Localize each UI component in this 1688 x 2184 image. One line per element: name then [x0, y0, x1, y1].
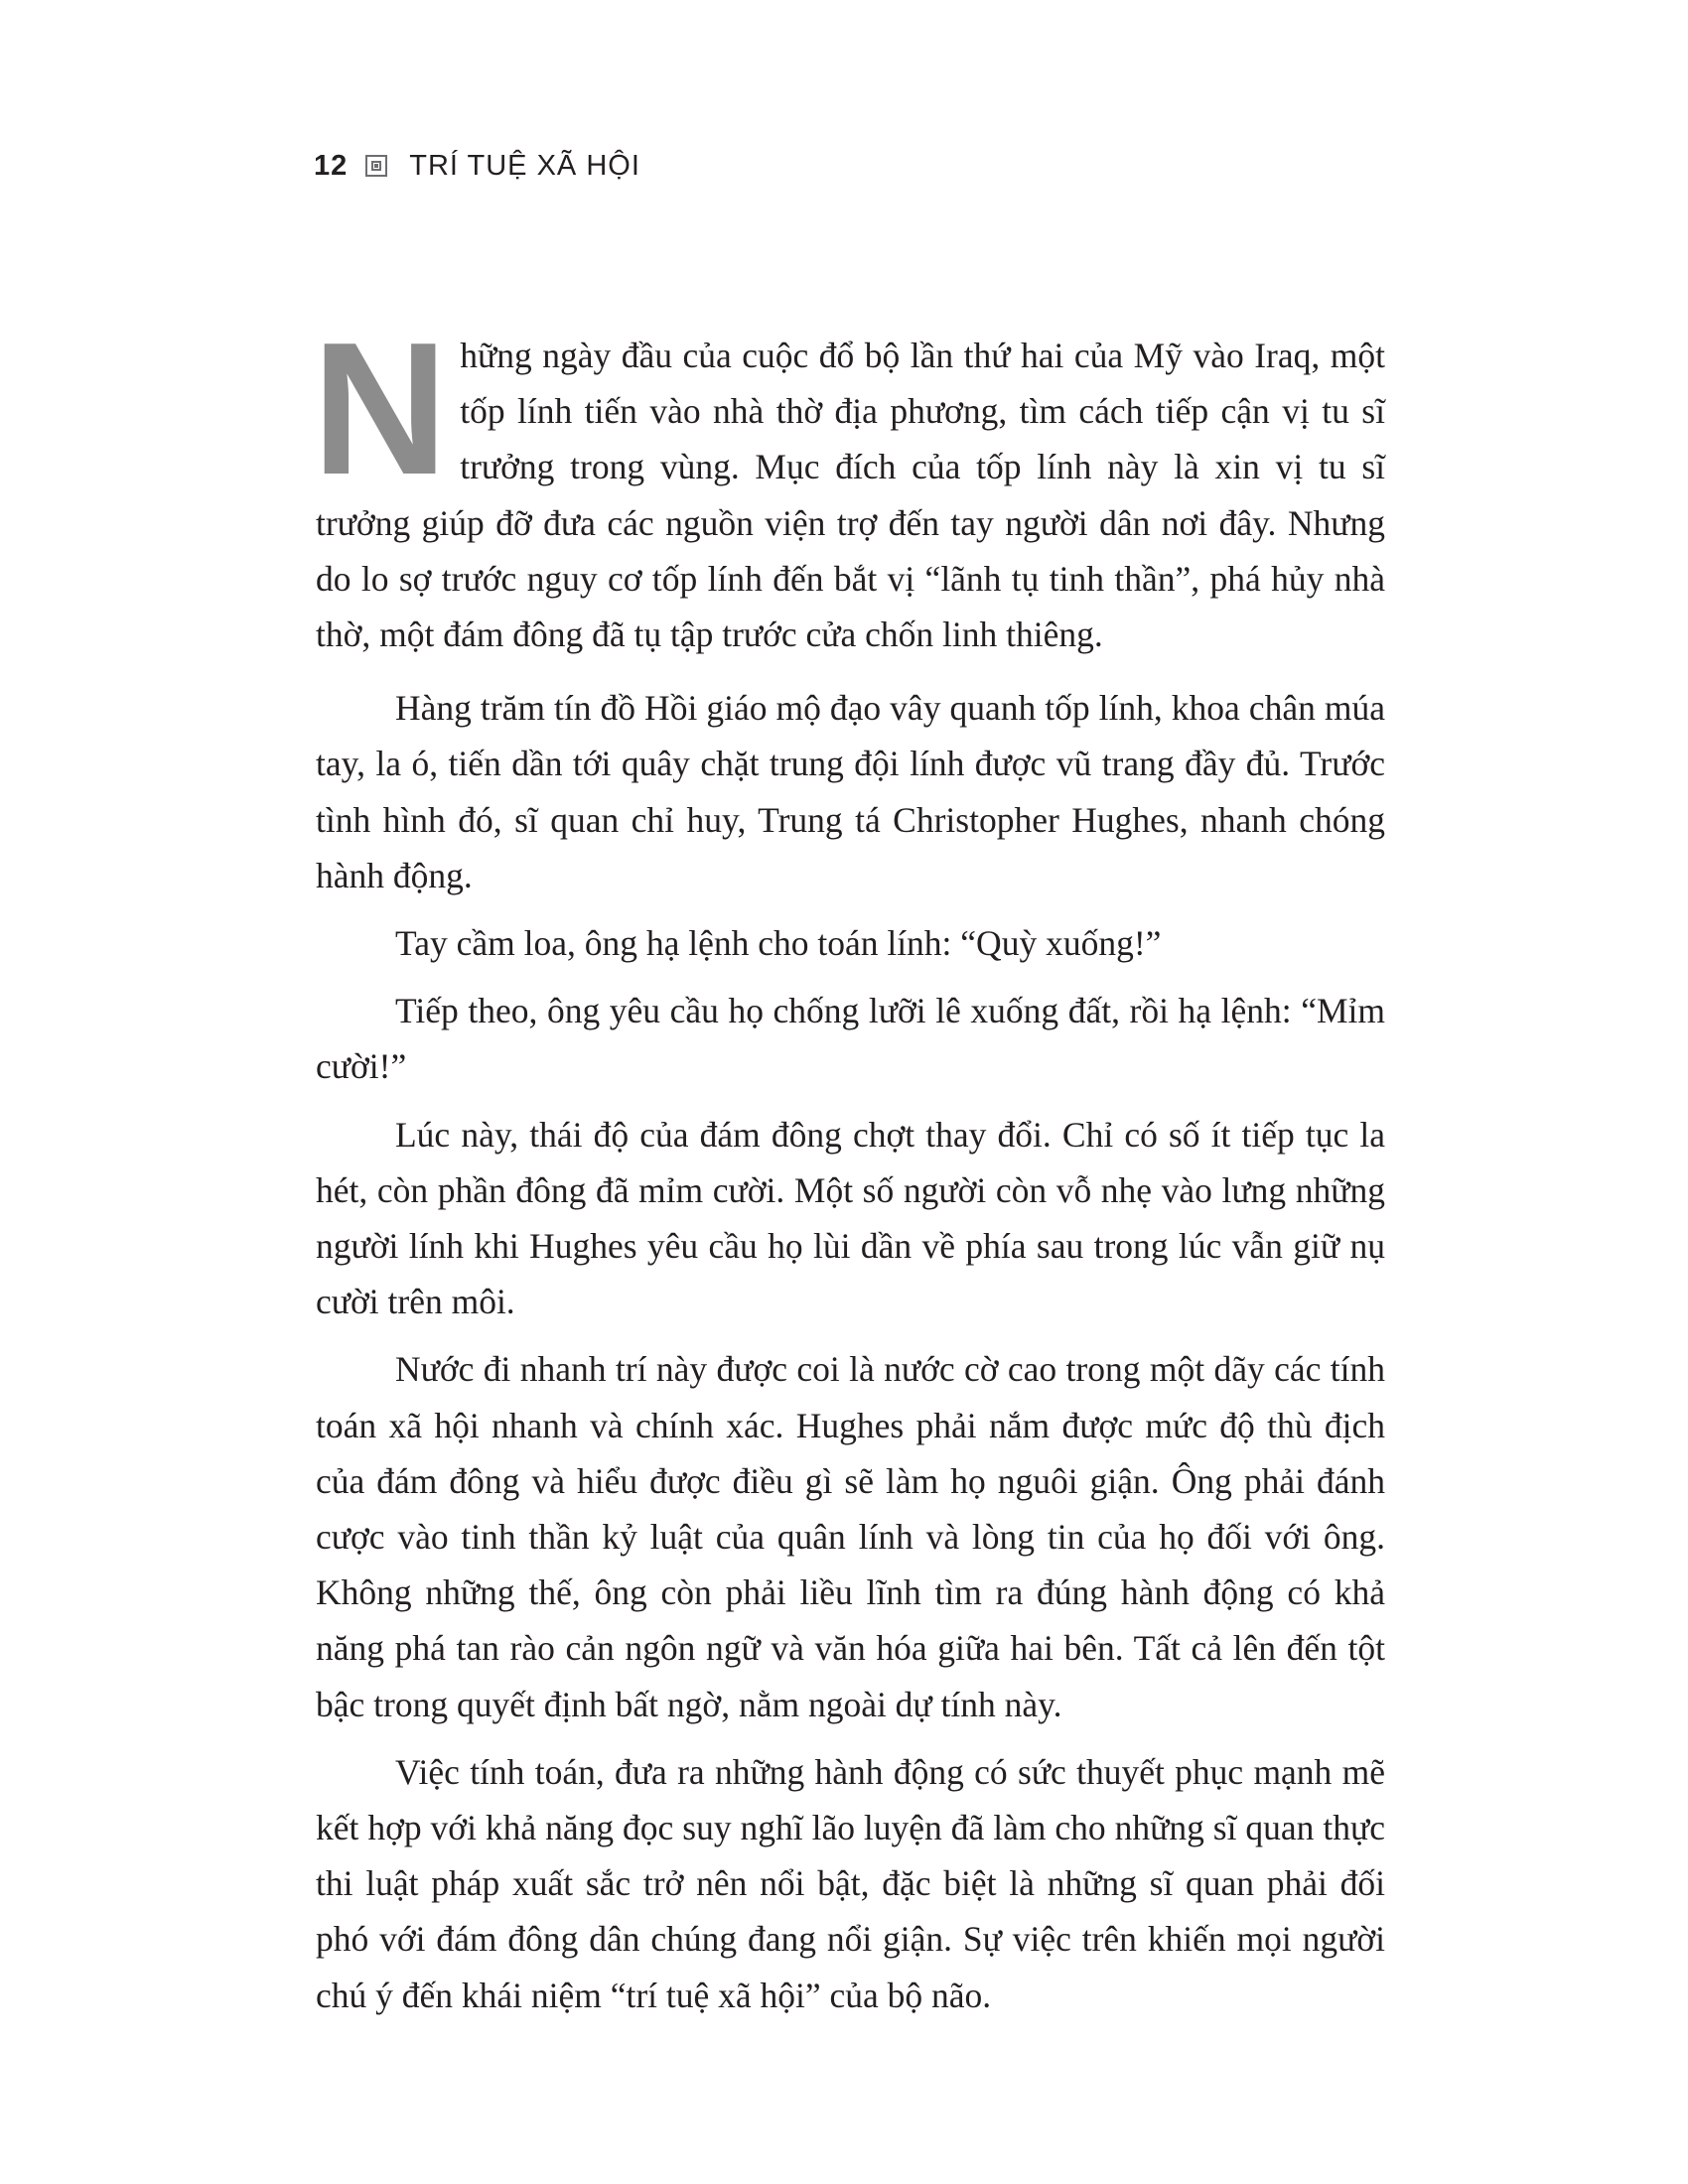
- paragraph-1-text: hững ngày đầu của cuộc đổ bộ lần thứ hai của Mỹ vào Iraq, một tốp lính tiến vào nhà thờ địa phương, tìm cách tiếp cận vị tu sĩ trưởng trong vùng. Mục đích của tốp lính này là xin vị tu sĩ trưởng giúp đỡ đưa các nguồn viện trợ đến tay người dân nơi đây. Nhưng do lo sợ trước nguy cơ tốp lính đến bắt vị “lãnh tụ tinh thần”, phá hủy nhà thờ, một đám đông đã tụ tập trước cửa chốn linh thiêng.: [316, 336, 1385, 655]
- chapter-title: TRÍ TUỆ XÃ HỘI: [409, 149, 640, 182]
- drop-cap: N: [312, 304, 449, 514]
- paragraph-6: Nước đi nhanh trí này được coi là nước cờ cao trong một dãy các tính toán xã hội nhanh và chính xác. Hughes phải nắm được mức độ thù địch của đám đông và hiểu được điều gì sẽ làm họ nguôi giận. Ông phải đánh cược vào tinh thần kỷ luật của quân lính và lòng tin của họ đối với ông. Không những thế, ông còn phải liều lĩnh tìm ra đúng hành động có khả năng phá tan rào cản ngôn ngữ và văn hóa giữa hai bên. Tất cả lên đến tột bậc trong quyết định bất ngờ, nằm ngoài dự tính này.: [316, 1349, 1385, 1724]
- running-head: [314, 146, 640, 186]
- paragraph-7: Việc tính toán, đưa ra những hành động có sức thuyết phục mạnh mẽ kết hợp với khả năng đọc suy nghĩ lão luyện đã làm cho những sĩ quan thực thi luật pháp xuất sắc trở nên nổi bật, đặc biệt là những sĩ quan phải đối phó với đám đông dân chúng đang nổi giận. Sự việc trên khiến mọi người chú ý đến khái niệm “trí tuệ xã hội” của bộ não.: [316, 1751, 1385, 2015]
- paragraph-1: [312, 304, 1385, 662]
- paragraph-2: Hàng trăm tín đồ Hồi giáo mộ đạo vây quanh tốp lính, khoa chân múa tay, la ó, tiến dần tới quây chặt trung đội lính được vũ trang đầy đủ. Trước tình hình đó, sĩ quan chỉ huy, Trung tá Christopher Hughes, nhanh chóng hành động.: [316, 688, 1385, 895]
- square-ornament-icon: [365, 155, 387, 177]
- body-text: [312, 304, 1385, 2035]
- paragraph-4: Tiếp theo, ông yêu cầu họ chống lưỡi lê xuống đất, rồi hạ lệnh: “Mỉm cười!”: [316, 991, 1385, 1087]
- paragraph-3: Tay cầm loa, ông hạ lệnh cho toán lính: “Quỳ xuống!”: [395, 923, 1162, 964]
- page-number: 12: [314, 149, 349, 182]
- paragraph-5: Lúc này, thái độ của đám đông chợt thay đổi. Chỉ có số ít tiếp tục la hét, còn phần đông đã mỉm cười. Một số người còn vỗ nhẹ vào lưng những người lính khi Hughes yêu cầu họ lùi dần về phía sau trong lúc vẫn giữ nụ cười trên môi.: [316, 1114, 1385, 1322]
